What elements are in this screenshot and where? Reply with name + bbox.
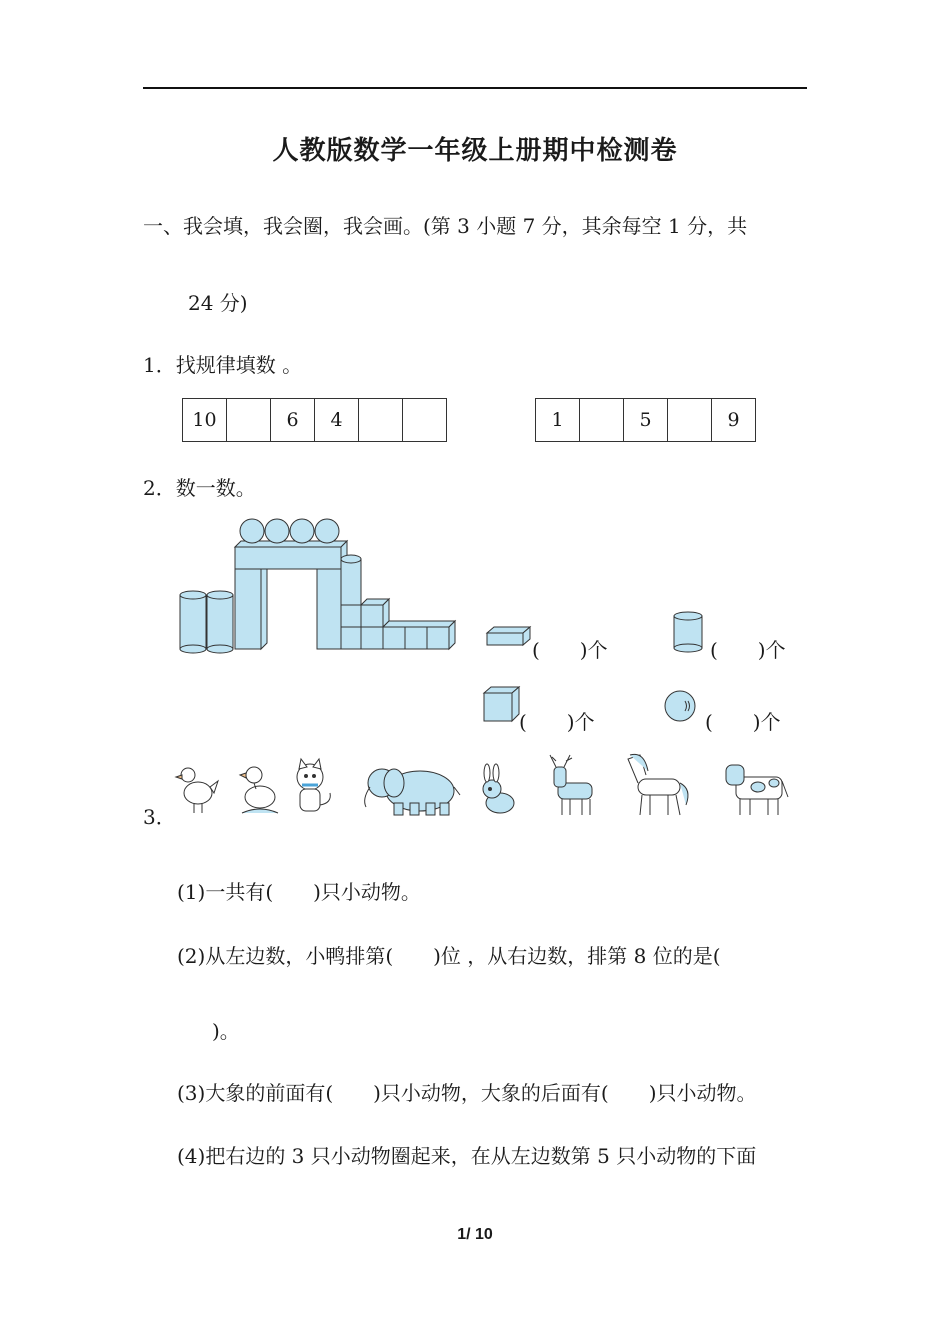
seq-b-cell-blank[interactable] bbox=[668, 399, 712, 442]
section1-heading: 一、我会填，我会圈，我会画。(第 3 小题 7 分，其余每空 1 分，共 bbox=[143, 214, 748, 238]
header-rule bbox=[143, 87, 807, 89]
q3-sub2: (2)从左边数，小鸭排第( )位 ，从右边数，排第 8 位的是( bbox=[177, 944, 721, 968]
sequence-table-a bbox=[182, 398, 447, 442]
sphere-answer[interactable]: ( )个 bbox=[705, 710, 781, 734]
seq-b-cell: 1 bbox=[536, 399, 580, 442]
cat-icon bbox=[297, 759, 330, 811]
section1-heading-cont: 24 分) bbox=[188, 291, 248, 315]
cuboid-answer[interactable]: ( )个 bbox=[532, 638, 608, 662]
q3-sub4: (4)把右边的 3 只小动物圈起来，在从左边数第 5 只小动物的下面 bbox=[177, 1144, 757, 1168]
q3-sub3: (3)大象的前面有( )只小动物，大象的后面有( )只小动物。 bbox=[177, 1081, 757, 1105]
building-blocks-figure bbox=[175, 515, 460, 655]
deer-icon bbox=[550, 755, 592, 815]
q3-label: 3． bbox=[143, 805, 176, 829]
page-number: 1/ 10 bbox=[457, 1226, 493, 1243]
q3-sub2-cont: )。 bbox=[212, 1019, 240, 1043]
cube-icon bbox=[483, 686, 521, 722]
cylinder-icon bbox=[672, 610, 704, 654]
seq-a-cell-blank[interactable] bbox=[359, 399, 403, 442]
cuboid-icon bbox=[486, 626, 532, 648]
seq-a-cell: 4 bbox=[315, 399, 359, 442]
page-title: 人教版数学一年级上册期中检测卷 bbox=[272, 136, 678, 166]
cylinder-answer[interactable]: ( )个 bbox=[710, 638, 786, 662]
animals-row bbox=[170, 745, 795, 820]
seq-a-cell-blank[interactable] bbox=[403, 399, 447, 442]
seq-b-cell: 5 bbox=[624, 399, 668, 442]
rabbit-icon bbox=[483, 764, 514, 813]
cow-icon bbox=[726, 765, 788, 815]
chicken-icon bbox=[176, 768, 218, 813]
seq-a-cell-blank[interactable] bbox=[227, 399, 271, 442]
seq-b-cell-blank[interactable] bbox=[580, 399, 624, 442]
q1-label: 1．找规律填数 。 bbox=[143, 353, 303, 377]
seq-a-cell: 10 bbox=[183, 399, 227, 442]
sequence-table-b bbox=[535, 398, 756, 442]
elephant-icon bbox=[365, 769, 460, 815]
seq-a-cell: 6 bbox=[271, 399, 315, 442]
cube-answer[interactable]: ( )个 bbox=[519, 710, 595, 734]
duck-icon bbox=[240, 767, 278, 813]
q2-label: 2．数一数。 bbox=[143, 476, 256, 500]
q3-sub1: (1)一共有( )只小动物。 bbox=[177, 880, 421, 904]
horse-icon bbox=[628, 754, 688, 815]
seq-b-cell: 9 bbox=[712, 399, 756, 442]
sphere-icon bbox=[663, 689, 697, 723]
